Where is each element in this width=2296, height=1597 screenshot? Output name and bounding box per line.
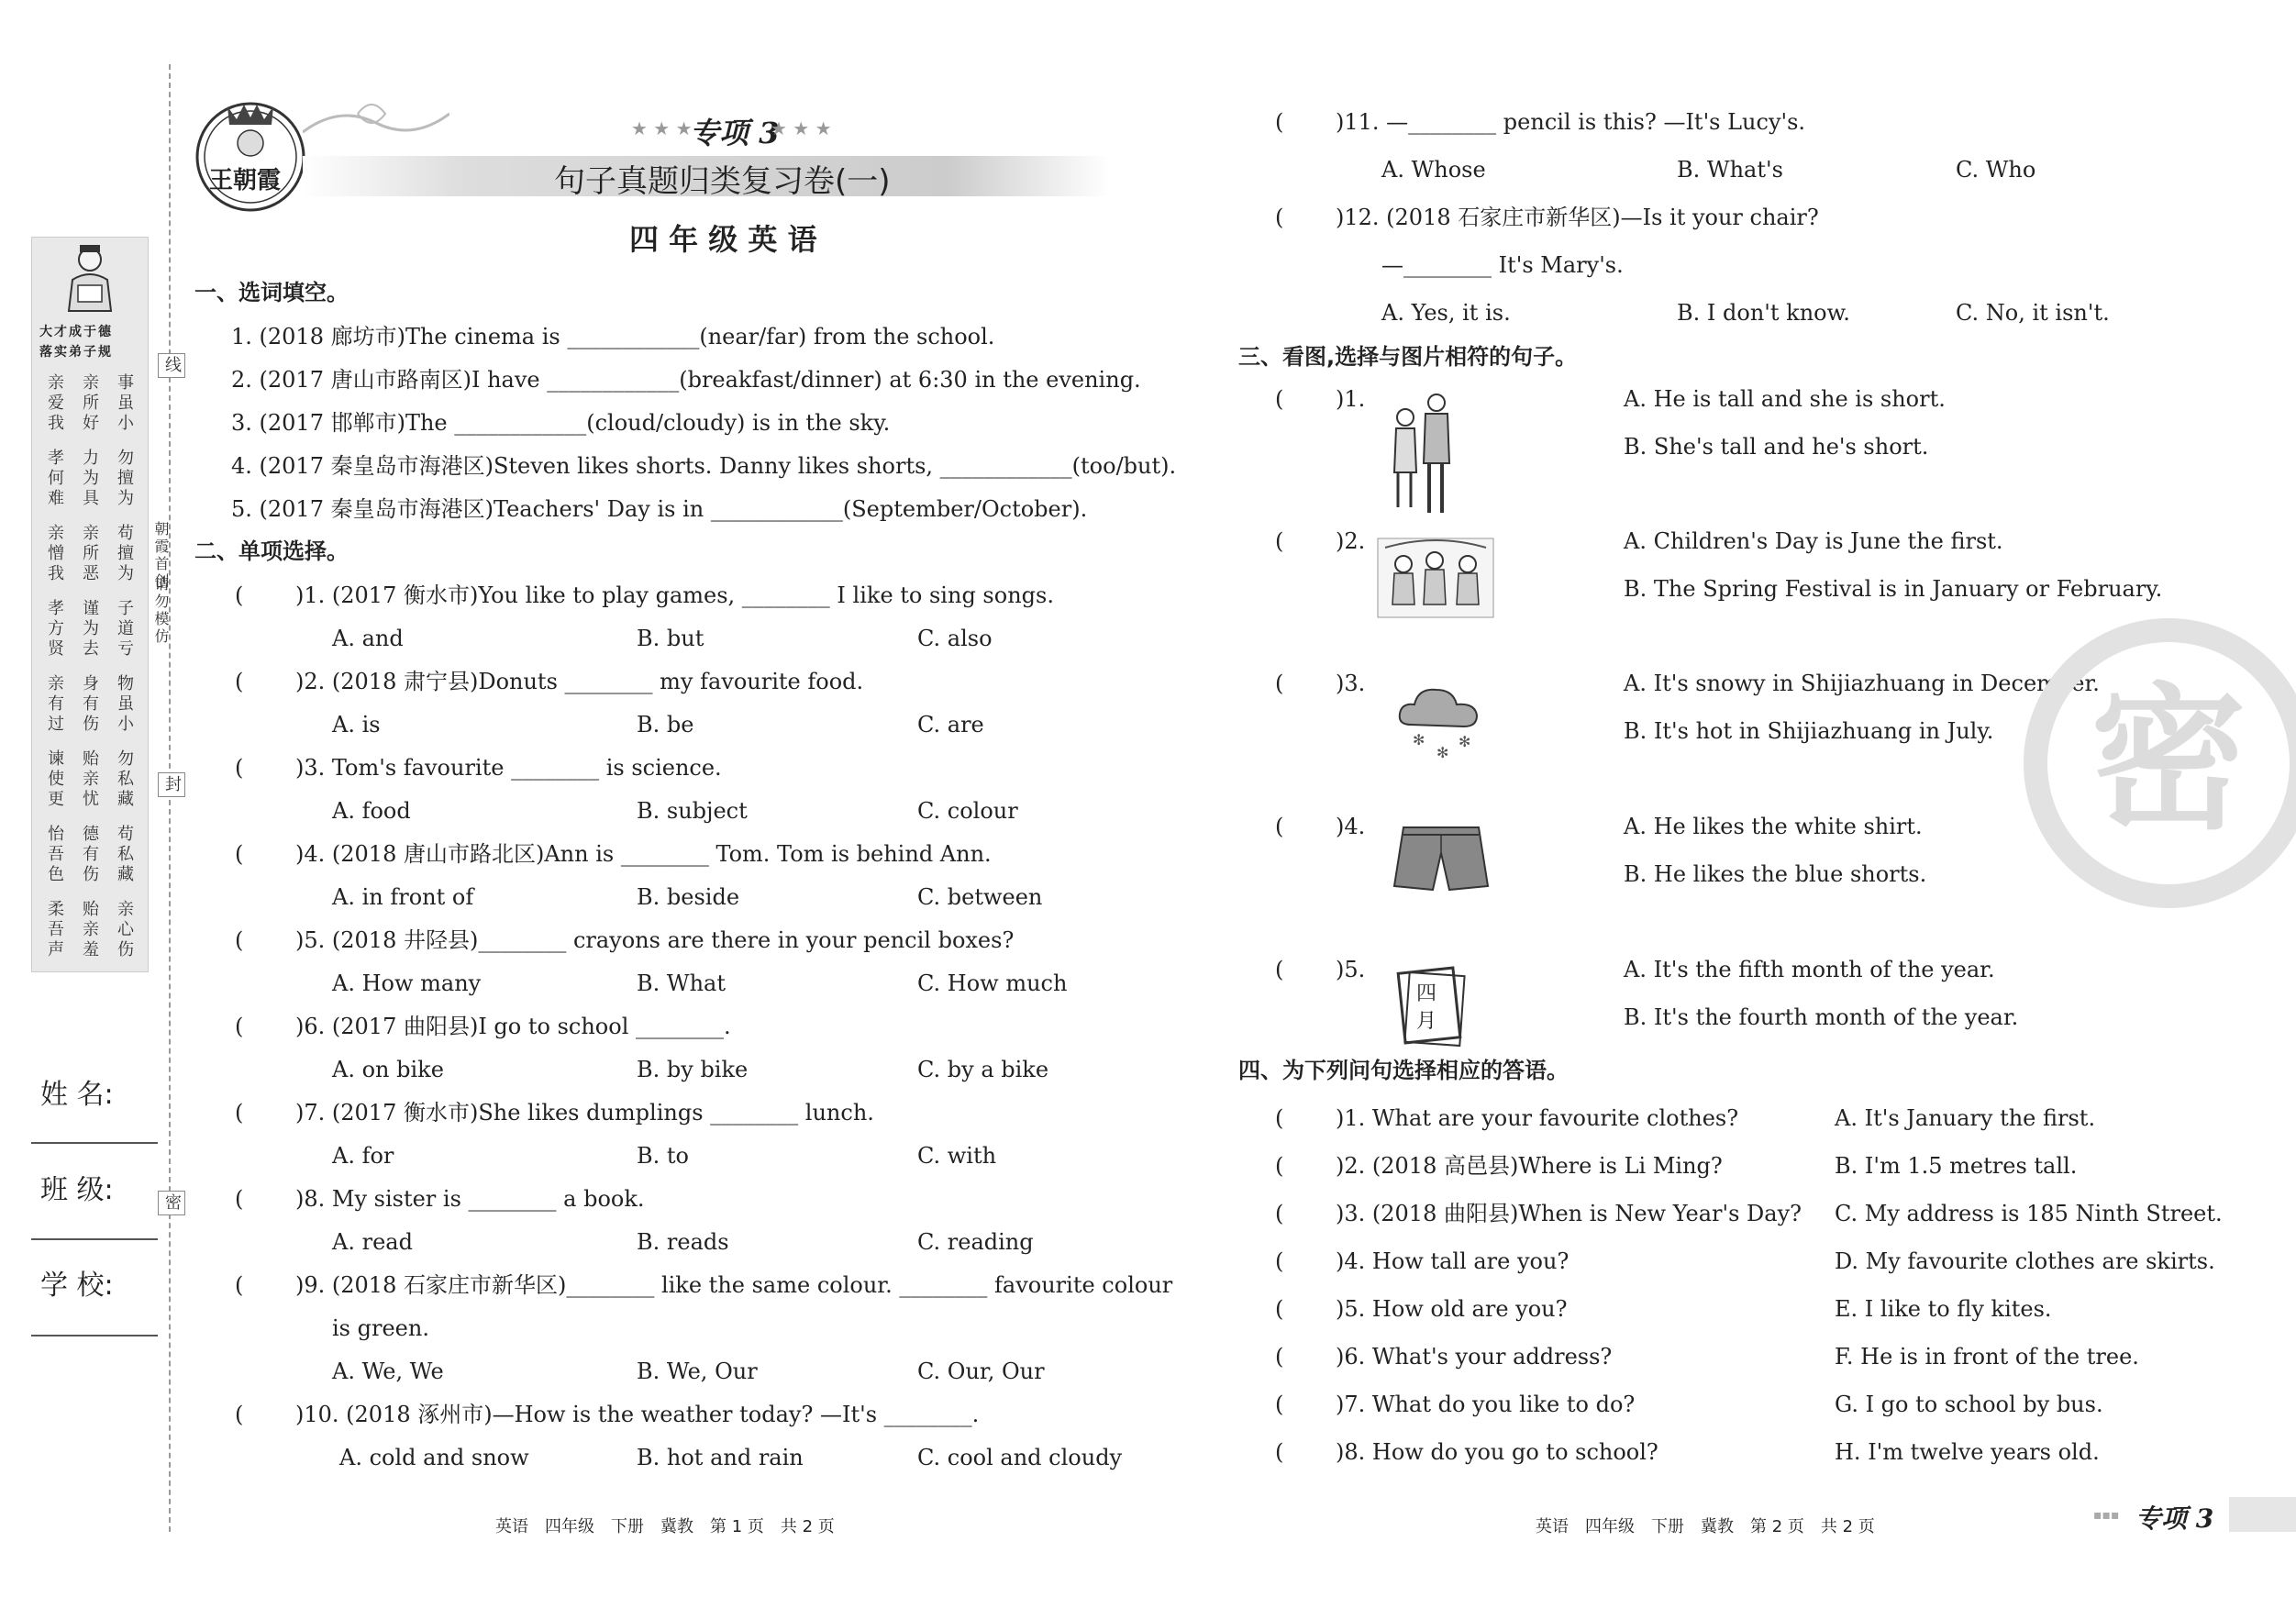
confidential-seal <box>2022 616 2296 910</box>
choice-question: )1. (2017 衡水市)You like to play games, ________ I like to sing songs. <box>295 582 1054 608</box>
sidebar-poem-column: 孝方贤 <box>45 599 64 660</box>
school-label: 学 校: <box>40 1270 114 1302</box>
answer-paren[interactable]: ( <box>235 669 244 694</box>
answer-paren[interactable]: ( <box>1275 1439 1284 1465</box>
answer-paren[interactable]: ( <box>1275 957 1284 982</box>
choice-option[interactable]: A. How many <box>332 970 482 996</box>
choice-option[interactable]: A. in front of <box>332 884 474 910</box>
binding-mark-top: 线 <box>158 353 185 378</box>
picture-option-b[interactable]: B. The Spring Festival is in January or February. <box>1624 576 2163 602</box>
series-stars-right: ★ ★ ★ <box>771 117 832 139</box>
choice-option[interactable]: A. on bike <box>332 1057 444 1082</box>
name-field[interactable] <box>31 1142 158 1144</box>
choice-option[interactable]: A. is <box>332 712 381 738</box>
svg-text:✻: ✻ <box>1413 731 1425 749</box>
sidebar-poem-column: 亲爱我 <box>45 373 64 434</box>
class-label: 班 级: <box>40 1174 114 1206</box>
section4-heading: 四、为下列问句选择相应的答语。 <box>1238 1058 1569 1083</box>
match-answer[interactable]: D. My favourite clothes are skirts. <box>1835 1248 2215 1274</box>
answer-paren[interactable]: ( <box>235 1402 244 1427</box>
answer-paren[interactable]: ( <box>1275 205 1284 230</box>
choice-question: )4. (2018 唐山市路北区)Ann is ________ Tom. Tom is behind Ann. <box>295 841 992 867</box>
sidebar-poem-column: 谨为去 <box>80 599 99 660</box>
picture-option-b[interactable]: B. He likes the blue shorts. <box>1624 861 1927 887</box>
sidebar-poem-column: 苟擅为 <box>115 524 134 584</box>
choice-question: )7. (2017 衡水市)She likes dumplings ________ lunch. <box>295 1100 874 1126</box>
choice-question: )3. Tom's favourite ________ is science. <box>295 755 722 781</box>
answer-paren[interactable]: ( <box>235 1014 244 1039</box>
binding-mark-middle: 封 <box>158 772 185 797</box>
answer-paren[interactable]: ( <box>235 1100 244 1126</box>
match-question: )3. (2018 曲阳县)When is New Year's Day? <box>1336 1201 1802 1226</box>
snow-cloud-picture <box>1392 679 1484 765</box>
fill-blank-item: 2. (2017 唐山市路南区)I have ____________(breakfast/dinner) at 6:30 in the evening. <box>231 367 1141 393</box>
school-field[interactable] <box>31 1335 158 1336</box>
choice-option[interactable]: A. Whose <box>1381 157 1486 183</box>
svg-text:✻: ✻ <box>1436 744 1449 761</box>
sidebar-poem-column: 亲所恶 <box>80 524 99 584</box>
match-question: )1. What are your favourite clothes? <box>1336 1105 1739 1131</box>
sidebar-poem-column: 亲所好 <box>80 373 99 434</box>
choice-question-cont: —________ It's Mary's. <box>1381 252 1624 278</box>
picture-option-a[interactable]: A. It's the fifth month of the year. <box>1624 957 1995 982</box>
match-answer[interactable]: C. My address is 185 Ninth Street. <box>1835 1201 2223 1226</box>
picture-option-a[interactable]: A. Children's Day is June the first. <box>1624 528 2003 554</box>
picture-item-number: )3. <box>1336 671 1366 696</box>
calendar-month-top: 四 <box>1416 982 1437 1005</box>
scholar-figure-icon <box>60 243 120 316</box>
choice-question: )2. (2018 肃宁县)Donuts ________ my favourite food. <box>295 669 864 694</box>
choice-question: )12. (2018 石家庄市新华区)—Is it your chair? <box>1336 205 1819 230</box>
sidebar-poem-column: 怡吾色 <box>45 825 64 885</box>
choice-question: )5. (2018 井陉县)________ crayons are there in your pencil boxes? <box>295 927 1015 953</box>
sidebar-poem-column: 亲心伤 <box>115 900 134 960</box>
choice-option[interactable]: C. cool and cloudy <box>917 1445 1123 1470</box>
fill-blank-item: 3. (2017 邯郸市)The ____________(cloud/cloudy) is in the sky. <box>231 410 891 436</box>
footer-left: 英语 四年级 下册 冀教 第 1 页 共 2 页 <box>495 1517 835 1536</box>
answer-paren[interactable]: ( <box>235 1186 244 1212</box>
picture-option-a[interactable]: A. He is tall and she is short. <box>1624 386 1946 412</box>
corner-dots: ▪▪▪ <box>2093 1508 2120 1523</box>
boy-and-girl-picture <box>1385 390 1459 522</box>
answer-paren[interactable]: ( <box>1275 1105 1284 1131</box>
choice-option[interactable]: A. for <box>332 1143 394 1169</box>
calendar-picture <box>1392 965 1466 1051</box>
choice-question-cont: is green. <box>332 1315 429 1341</box>
match-answer[interactable]: E. I like to fly kites. <box>1835 1296 2052 1322</box>
corner-bar <box>2229 1497 2296 1532</box>
sidebar-poem-column: 苟私藏 <box>115 825 134 885</box>
match-answer[interactable]: B. I'm 1.5 metres tall. <box>1835 1153 2078 1179</box>
sidebar-poem-column: 身有伤 <box>80 674 99 735</box>
sidebar-poem-column: 力为具 <box>80 449 99 509</box>
picture-item-number: )4. <box>1336 814 1366 839</box>
choice-option[interactable]: B. I don't know. <box>1677 300 1850 326</box>
page-title: 句子真题归类复习卷(一) <box>554 163 891 200</box>
sidebar-poem-column: 德有伤 <box>80 825 99 885</box>
picture-option-b[interactable]: B. It's hot in Shijiazhuang in July. <box>1624 718 1994 744</box>
choice-question: )10. (2018 涿州市)—How is the weather today? —It's ________. <box>295 1402 980 1427</box>
fill-blank-item: 5. (2017 秦皇岛市海港区)Teachers' Day is in ____________(September/October). <box>231 496 1088 522</box>
answer-paren[interactable]: ( <box>235 927 244 953</box>
answer-paren[interactable]: ( <box>1275 386 1284 412</box>
match-question: )7. What do you like to do? <box>1336 1392 1636 1417</box>
sidebar-poem-box <box>31 237 149 972</box>
choice-option[interactable]: A. We, We <box>332 1359 444 1384</box>
choice-question: )6. (2017 曲阳县)I go to school ________. <box>295 1014 731 1039</box>
shorts-picture <box>1391 822 1492 899</box>
choice-option[interactable]: B. but <box>637 626 704 651</box>
seal-glyph: 密 <box>2090 670 2247 851</box>
sidebar-poem-column: 谏使更 <box>45 749 64 810</box>
page-subtitle: 四 年 级 英 语 <box>629 222 817 257</box>
sidebar-poem-column: 勿擅为 <box>115 449 134 509</box>
picture-option-b[interactable]: B. She's tall and he's short. <box>1624 434 1929 460</box>
choice-question: )9. (2018 石家庄市新华区)________ like the same colour. ________ favourite colour <box>295 1272 1173 1298</box>
answer-paren[interactable]: ( <box>235 755 244 781</box>
choice-option[interactable]: C. No, it isn't. <box>1956 300 2110 326</box>
footer-right: 英语 四年级 下册 冀教 第 2 页 共 2 页 <box>1536 1517 1875 1536</box>
sidebar-poem-column: 亲憎我 <box>45 524 64 584</box>
choice-option[interactable]: C. are <box>917 712 984 738</box>
choice-option[interactable]: B. reads <box>637 1229 729 1255</box>
choice-option[interactable]: B. be <box>637 712 694 738</box>
fill-blank-item: 1. (2018 廊坊市)The cinema is ____________(near/far) from the school. <box>231 324 995 349</box>
choice-option[interactable]: B. What's <box>1677 157 1783 183</box>
copyright-note-2: 请勿模仿 <box>152 576 170 646</box>
copyright-note-1: 朝霞首创 <box>152 521 170 591</box>
answer-paren[interactable]: ( <box>1275 671 1284 696</box>
sidebar-poem <box>32 373 148 960</box>
answer-paren[interactable]: ( <box>235 582 244 608</box>
choice-option[interactable]: B. beside <box>637 884 740 910</box>
class-field[interactable] <box>31 1238 158 1240</box>
choice-option[interactable]: A. food <box>332 798 411 824</box>
sidebar-poem-column: 亲有过 <box>45 674 64 735</box>
match-answer[interactable]: F. He is in front of the tree. <box>1835 1344 2139 1370</box>
match-answer[interactable]: H. I'm twelve years old. <box>1835 1439 2100 1465</box>
choice-question: )11. —________ pencil is this? —It's Lucy's. <box>1336 109 1806 135</box>
svg-text:✻: ✻ <box>1459 733 1471 750</box>
answer-paren[interactable]: ( <box>1275 1248 1284 1274</box>
sidebar-poem-column: 贻亲忧 <box>80 749 99 810</box>
choice-option[interactable]: C. Our, Our <box>917 1359 1045 1384</box>
match-question: )4. How tall are you? <box>1336 1248 1569 1274</box>
choice-option[interactable]: C. by a bike <box>917 1057 1049 1082</box>
sidebar-poem-column: 贻亲羞 <box>80 900 99 960</box>
sidebar-poem-column: 柔吾声 <box>45 900 64 960</box>
children-celebrating-picture <box>1376 537 1495 623</box>
answer-paren[interactable]: ( <box>1275 814 1284 839</box>
ribbon-decoration <box>303 95 449 150</box>
choice-option[interactable]: C. also <box>917 626 993 651</box>
choice-option[interactable]: A. cold and snow <box>339 1445 529 1470</box>
sidebar-poem-column: 事虽小 <box>115 373 134 434</box>
match-question: )2. (2018 高邑县)Where is Li Ming? <box>1336 1153 1723 1179</box>
brand-name: 王朝霞 <box>209 167 282 194</box>
picture-option-b[interactable]: B. It's the fourth month of the year. <box>1624 1004 2019 1030</box>
fill-blank-item: 4. (2017 秦皇岛市海港区)Steven likes shorts. Danny likes shorts, ____________(too/but). <box>231 453 1177 479</box>
binding-mark-bottom: 密 <box>158 1191 185 1215</box>
corner-series-label: 专项 3 <box>2135 1503 2214 1534</box>
answer-paren[interactable]: ( <box>1275 1296 1284 1322</box>
choice-option[interactable]: C. between <box>917 884 1043 910</box>
answer-paren[interactable]: ( <box>1275 1392 1284 1417</box>
sidebar-poem-column: 孝何难 <box>45 449 64 509</box>
sidebar-caption-1: 大才成于德 <box>39 325 113 339</box>
sidebar-poem-column: 勿私藏 <box>115 749 134 810</box>
picture-item-number: )5. <box>1336 957 1366 982</box>
section3-heading: 三、看图,选择与图片相符的句子。 <box>1238 344 1578 370</box>
picture-option-a[interactable]: A. It's snowy in Shijiazhuang in December. <box>1624 671 2100 696</box>
choice-question: )8. My sister is ________ a book. <box>295 1186 645 1212</box>
picture-option-a[interactable]: A. He likes the white shirt. <box>1624 814 1923 839</box>
choice-option[interactable]: A. read <box>332 1229 413 1255</box>
choice-option[interactable]: B. subject <box>637 798 748 824</box>
answer-paren[interactable]: ( <box>235 1272 244 1298</box>
match-question: )5. How old are you? <box>1336 1296 1568 1322</box>
series-label: 专项 3 <box>690 116 780 150</box>
choice-option[interactable]: A. Yes, it is. <box>1381 300 1511 326</box>
series-stars-left: ★ ★ ★ <box>631 117 693 139</box>
match-question: )6. What's your address? <box>1336 1344 1613 1370</box>
choice-option[interactable]: B. by bike <box>637 1057 749 1082</box>
section1-heading: 一、选词填空。 <box>194 280 349 305</box>
picture-item-number: )1. <box>1336 386 1366 412</box>
choice-option[interactable]: B. What <box>637 970 726 996</box>
choice-option[interactable]: A. and <box>332 626 404 651</box>
answer-paren[interactable]: ( <box>1275 1344 1284 1370</box>
name-label: 姓 名: <box>40 1079 114 1111</box>
choice-option[interactable]: C. reading <box>917 1229 1034 1255</box>
sidebar-poem-column: 子道亏 <box>115 599 134 660</box>
choice-option[interactable]: C. with <box>917 1143 997 1169</box>
binding-line <box>169 64 171 1532</box>
sidebar-caption-2: 落实弟子规 <box>39 345 113 360</box>
sidebar-poem-column: 物虽小 <box>115 674 134 735</box>
choice-option[interactable]: C. Who <box>1956 157 2036 183</box>
section2-heading: 二、单项选择。 <box>194 538 349 564</box>
match-answer[interactable]: A. It's January the first. <box>1835 1105 2096 1131</box>
brand-logo <box>191 97 310 216</box>
choice-option[interactable]: C. How much <box>917 970 1068 996</box>
answer-paren[interactable]: ( <box>1275 528 1284 554</box>
match-answer[interactable]: G. I go to school by bus. <box>1835 1392 2103 1417</box>
choice-option[interactable]: B. hot and rain <box>637 1445 804 1470</box>
answer-paren[interactable]: ( <box>235 841 244 867</box>
choice-option[interactable]: B. We, Our <box>637 1359 758 1384</box>
calendar-month-bottom: 月 <box>1416 1010 1437 1033</box>
match-question: )8. How do you go to school? <box>1336 1439 1658 1465</box>
answer-paren[interactable]: ( <box>1275 1201 1284 1226</box>
picture-item-number: )2. <box>1336 528 1366 554</box>
choice-option[interactable]: C. colour <box>917 798 1018 824</box>
choice-option[interactable]: B. to <box>637 1143 689 1169</box>
answer-paren[interactable]: ( <box>1275 109 1284 135</box>
answer-paren[interactable]: ( <box>1275 1153 1284 1179</box>
